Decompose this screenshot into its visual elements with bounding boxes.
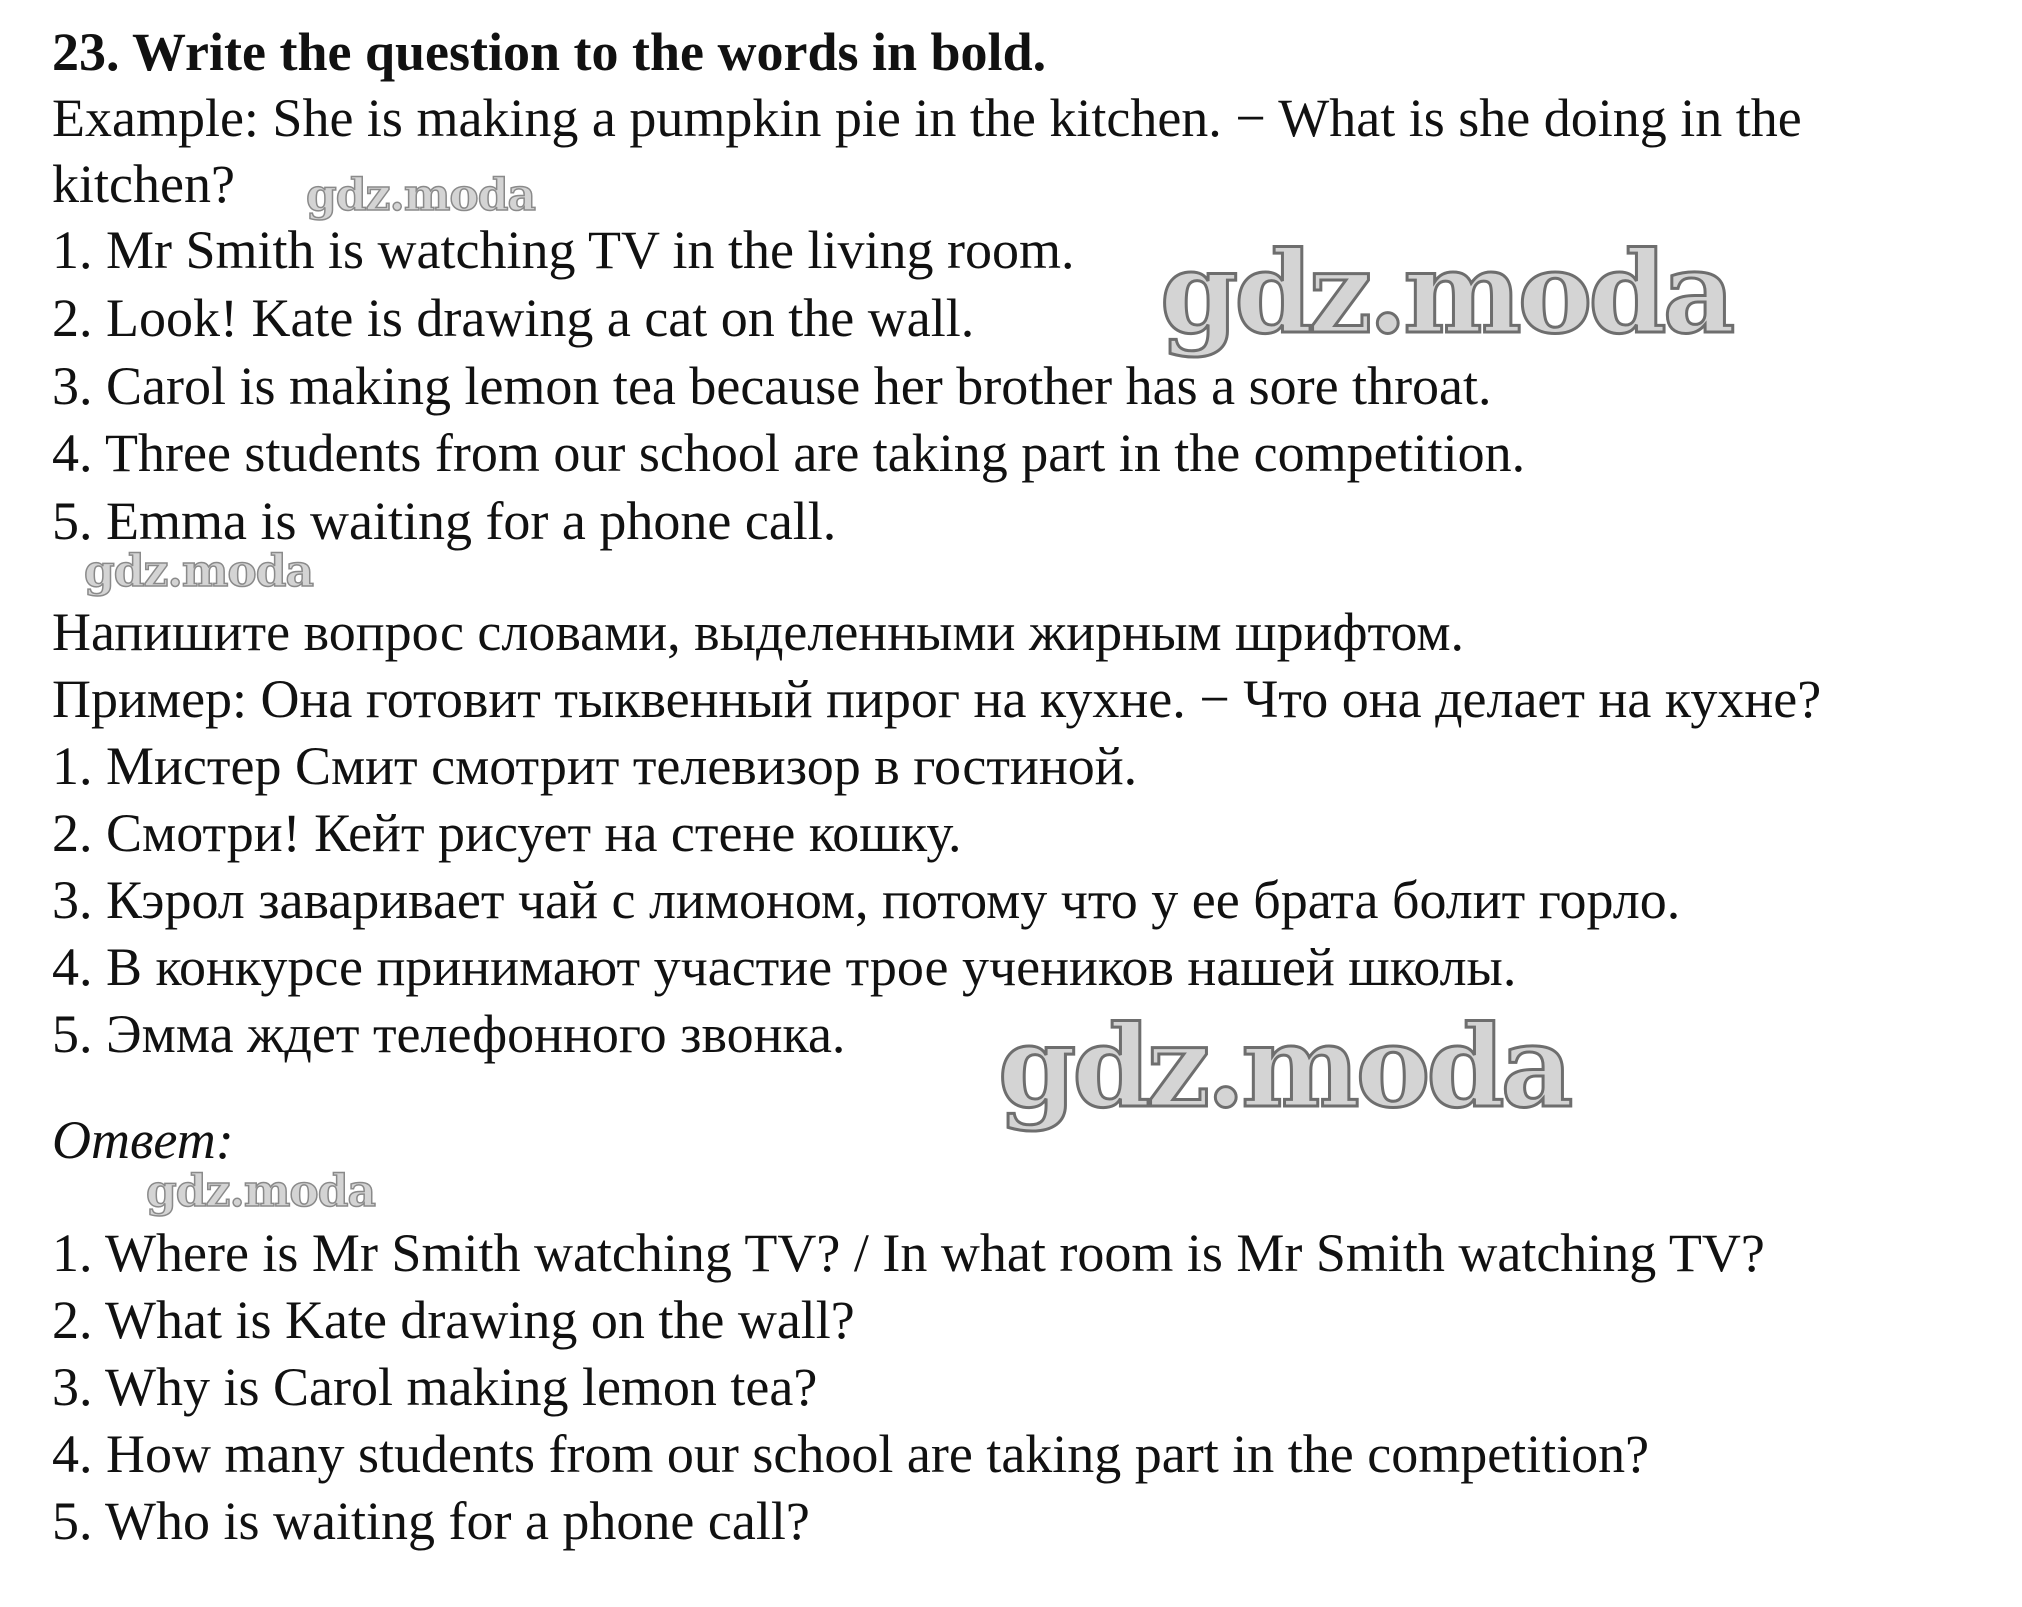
watermark-small-2: gdz.moda	[84, 546, 314, 597]
example-line-2: kitchen?	[52, 154, 235, 214]
watermark-large-1: gdz.moda	[1160, 228, 1732, 359]
answer-item-5: 5. Who is waiting for a phone call?	[52, 1491, 810, 1551]
task-item-1: 1. Mr Smith is watching TV in the living room.	[52, 220, 1075, 280]
answer-item-3: 3. Why is Carol making lemon tea?	[52, 1357, 818, 1417]
translation-item-1: 1. Мистер Смит смотрит телевизор в гостиной.	[52, 736, 1138, 796]
translation-example: Пример: Она готовит тыквенный пирог на кухне. − Что она делает на кухне?	[52, 669, 1822, 729]
translation-item-3: 3. Кэрол заваривает чай с лимоном, потому что у ее брата болит горло.	[52, 870, 1681, 930]
watermark-small-1: gdz.moda	[306, 170, 536, 221]
task-item-2: 2. Look! Kate is drawing a cat on the wall.	[52, 288, 975, 348]
watermark-small-3: gdz.moda	[146, 1166, 376, 1217]
translation-instruction: Напишите вопрос словами, выделенными жирным шрифтом.	[52, 602, 1465, 662]
translation-item-4: 4. В конкурсе принимают участие трое учеников нашей школы.	[52, 937, 1517, 997]
translation-item-5: 5. Эмма ждет телефонного звонка.	[52, 1004, 846, 1064]
exercise-title: 23. Write the question to the words in bold.	[52, 22, 1047, 82]
task-item-3: 3. Carol is making lemon tea because her brother has a sore throat.	[52, 356, 1492, 416]
example-line-1: Example: She is making a pumpkin pie in the kitchen. − What is she doing in the	[52, 88, 1802, 148]
translation-item-2: 2. Смотри! Кейт рисует на стене кошку.	[52, 803, 962, 863]
watermark-large-2: gdz.moda	[998, 1002, 1570, 1133]
answer-label: Ответ:	[52, 1110, 234, 1170]
answer-item-4: 4. How many students from our school are taking part in the competition?	[52, 1424, 1650, 1484]
answer-item-2: 2. What is Kate drawing on the wall?	[52, 1290, 855, 1350]
task-item-5: 5. Emma is waiting for a phone call.	[52, 491, 837, 551]
answer-item-1: 1. Where is Mr Smith watching TV? / In what room is Mr Smith watching TV?	[52, 1223, 1765, 1283]
task-item-4: 4. Three students from our school are taking part in the competition.	[52, 423, 1526, 483]
